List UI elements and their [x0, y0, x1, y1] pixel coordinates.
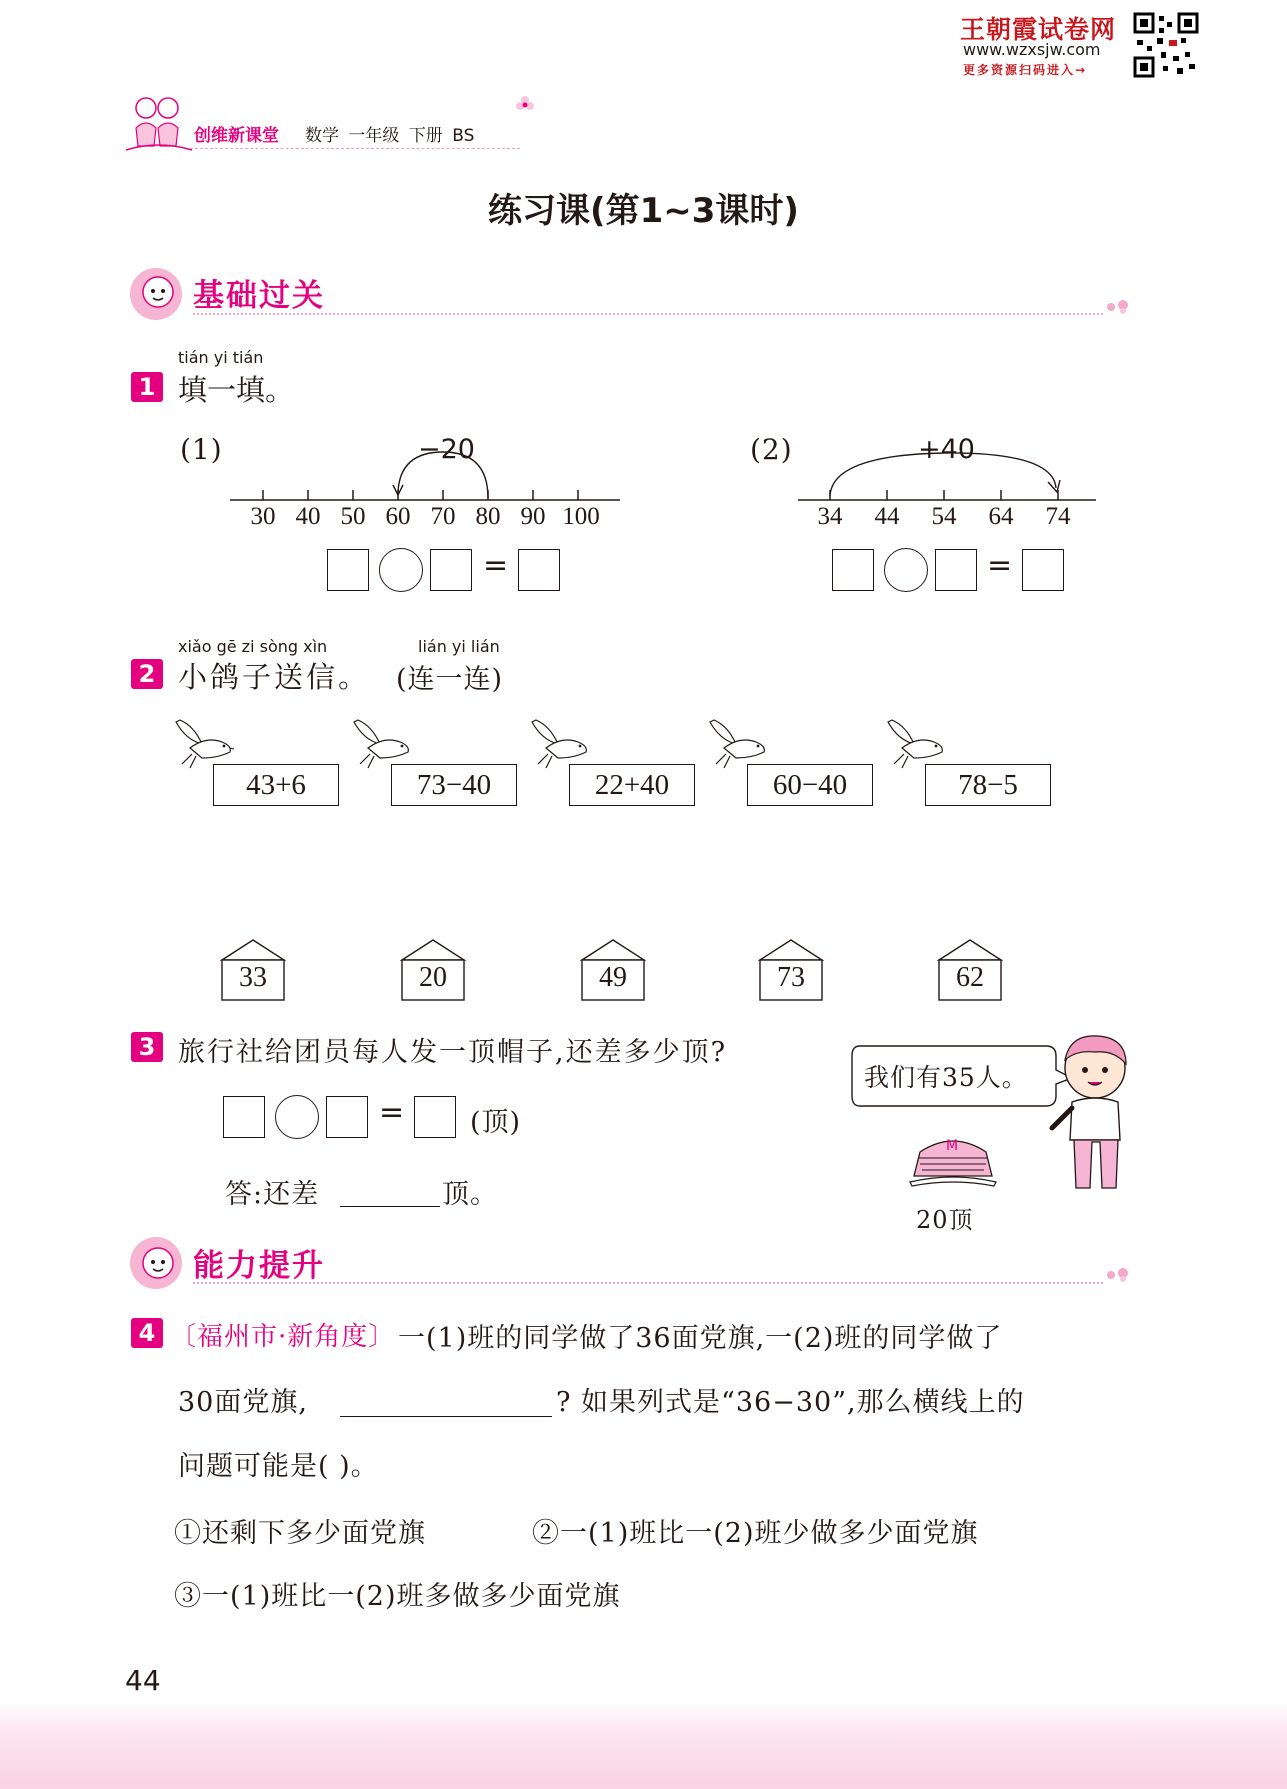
tick-label: 64 — [988, 503, 1014, 530]
q3-answer-blank[interactable] — [340, 1206, 440, 1207]
house-number: 20 — [419, 962, 447, 993]
number-line-2 — [798, 440, 1098, 504]
page-number: 44 — [125, 1664, 161, 1697]
q3-answer-suffix: 顶。 — [442, 1179, 498, 1210]
q2-pinyin: xiǎo gē zi sòng xìn — [178, 637, 328, 656]
answer-box[interactable] — [326, 1096, 368, 1138]
pigeon-expression[interactable]: 43+6 — [213, 764, 339, 806]
speech-text: 我们有35人。 — [864, 1063, 1028, 1092]
q4-option-2[interactable]: ②一(1)班比一(2)班少做多少面党旗 — [532, 1518, 979, 1549]
tick-label: 90 — [520, 503, 546, 530]
q3-answer-prefix: 答:还差 — [225, 1179, 320, 1210]
pigeon-icon — [350, 718, 412, 770]
number-line-1 — [230, 440, 620, 504]
q1-pinyin: tián yi tián — [178, 348, 264, 367]
tick-label: 100 — [562, 503, 600, 530]
pigeon-icon — [172, 718, 234, 770]
pigeon-icon — [884, 718, 946, 770]
house-number: 33 — [239, 962, 267, 993]
section-badge-icon — [128, 1235, 184, 1291]
watermark-title: 王朝霞试卷网 — [960, 15, 1117, 44]
q4-option-1[interactable]: ①还剩下多少面党旗 — [174, 1518, 426, 1549]
answer-box[interactable] — [832, 549, 874, 591]
house-number: 73 — [777, 962, 805, 993]
tick-label: 30 — [250, 503, 276, 530]
tick-label: 44 — [874, 503, 900, 530]
section-title-basic: 基础过关 — [193, 278, 325, 314]
tick-label: 54 — [931, 503, 957, 530]
operator-circle[interactable] — [275, 1095, 319, 1139]
q2-pinyin-hint: lián yi lián — [418, 637, 500, 656]
section-divider — [193, 313, 1103, 315]
house-number: 62 — [956, 962, 984, 993]
operator-circle[interactable] — [379, 548, 423, 592]
q2-hint: (连一连) — [396, 664, 504, 695]
section-badge-icon — [128, 266, 184, 322]
operator-circle[interactable] — [884, 548, 928, 592]
pigeon-icon — [706, 718, 768, 770]
q3-unit: (顶) — [470, 1107, 522, 1138]
answer-box[interactable] — [430, 549, 472, 591]
q3-text: 旅行社给团员每人发一顶帽子,还差多少顶? — [178, 1037, 728, 1068]
pigeon-icon — [528, 718, 590, 770]
equals-sign: = — [987, 548, 1013, 583]
house-number: 49 — [599, 962, 627, 993]
brand-name: 创维新课堂 — [194, 126, 279, 146]
page-title: 练习课(第1~3课时) — [488, 191, 799, 231]
answer-box[interactable] — [223, 1096, 265, 1138]
answer-box[interactable] — [1022, 549, 1064, 591]
bottom-decoration-band — [0, 1700, 1287, 1789]
dots-decoration-icon — [1106, 1268, 1136, 1282]
tick-label: 80 — [475, 503, 501, 530]
q4-number: 4 — [131, 1318, 163, 1348]
boy-icon — [1040, 1030, 1140, 1195]
tick-label: 50 — [340, 503, 366, 530]
hats-stack-icon — [908, 1112, 998, 1188]
number-line-1-labels — [238, 503, 618, 533]
svg-text:M: M — [946, 1138, 959, 1154]
q1-part2-label: (2) — [750, 433, 793, 466]
pigeon-expression[interactable]: 73−40 — [391, 764, 517, 806]
q4-line2-start: 30面党旗, — [178, 1387, 308, 1418]
q4-line3: 问题可能是( )。 — [178, 1451, 379, 1482]
q1-number: 1 — [131, 372, 163, 402]
pigeon-expression[interactable]: 60−40 — [747, 764, 873, 806]
equals-sign: = — [379, 1095, 405, 1130]
dots-decoration-icon — [1106, 300, 1136, 314]
tick-label: 34 — [817, 503, 843, 530]
tick-label: 74 — [1045, 503, 1071, 530]
answer-box[interactable] — [935, 549, 977, 591]
section-title-advanced: 能力提升 — [193, 1248, 325, 1284]
watermark-more: 更多资源扫码进入→ — [963, 63, 1088, 77]
q4-line1: 一(1)班的同学做了36面党旗,一(2)班的同学做了 — [398, 1323, 1003, 1354]
qr-code-icon — [1133, 12, 1199, 78]
q1-text: 填一填。 — [178, 373, 295, 407]
pigeon-expression[interactable]: 78−5 — [925, 764, 1051, 806]
q1-part1-label: (1) — [180, 433, 223, 466]
answer-box[interactable] — [414, 1096, 456, 1138]
number-line-2-labels — [805, 503, 1105, 533]
q3-number: 3 — [131, 1032, 163, 1062]
q4-line2-end: ? 如果列式是“36−30”,那么横线上的 — [556, 1387, 1025, 1418]
answer-box[interactable] — [518, 549, 560, 591]
tick-label: 70 — [430, 503, 456, 530]
tick-label: 40 — [295, 503, 321, 530]
hats-label: 20顶 — [916, 1206, 974, 1234]
pigeon-expression[interactable]: 22+40 — [569, 764, 695, 806]
kids-mascot-icon — [124, 88, 194, 154]
q4-source-tag: 〔福州市·新角度〕 — [170, 1322, 396, 1352]
section-divider — [193, 1282, 1103, 1284]
tick-label: 60 — [385, 503, 411, 530]
q2-number: 2 — [131, 659, 163, 689]
book-info: 数学 一年级 下册 BS — [305, 126, 475, 146]
q2-text: 小鸽子送信。 — [178, 660, 371, 694]
q4-question-blank[interactable] — [340, 1416, 552, 1417]
q1-part2-op: +40 — [918, 434, 975, 465]
q4-option-3[interactable]: ③一(1)班比一(2)班多做多少面党旗 — [174, 1581, 621, 1612]
flower-icon — [513, 93, 537, 117]
answer-box[interactable] — [327, 549, 369, 591]
watermark-url: www.wzxsjw.com — [963, 40, 1101, 59]
header-divider — [190, 148, 520, 149]
equals-sign: = — [483, 548, 509, 583]
q1-part1-op: −20 — [418, 434, 475, 465]
